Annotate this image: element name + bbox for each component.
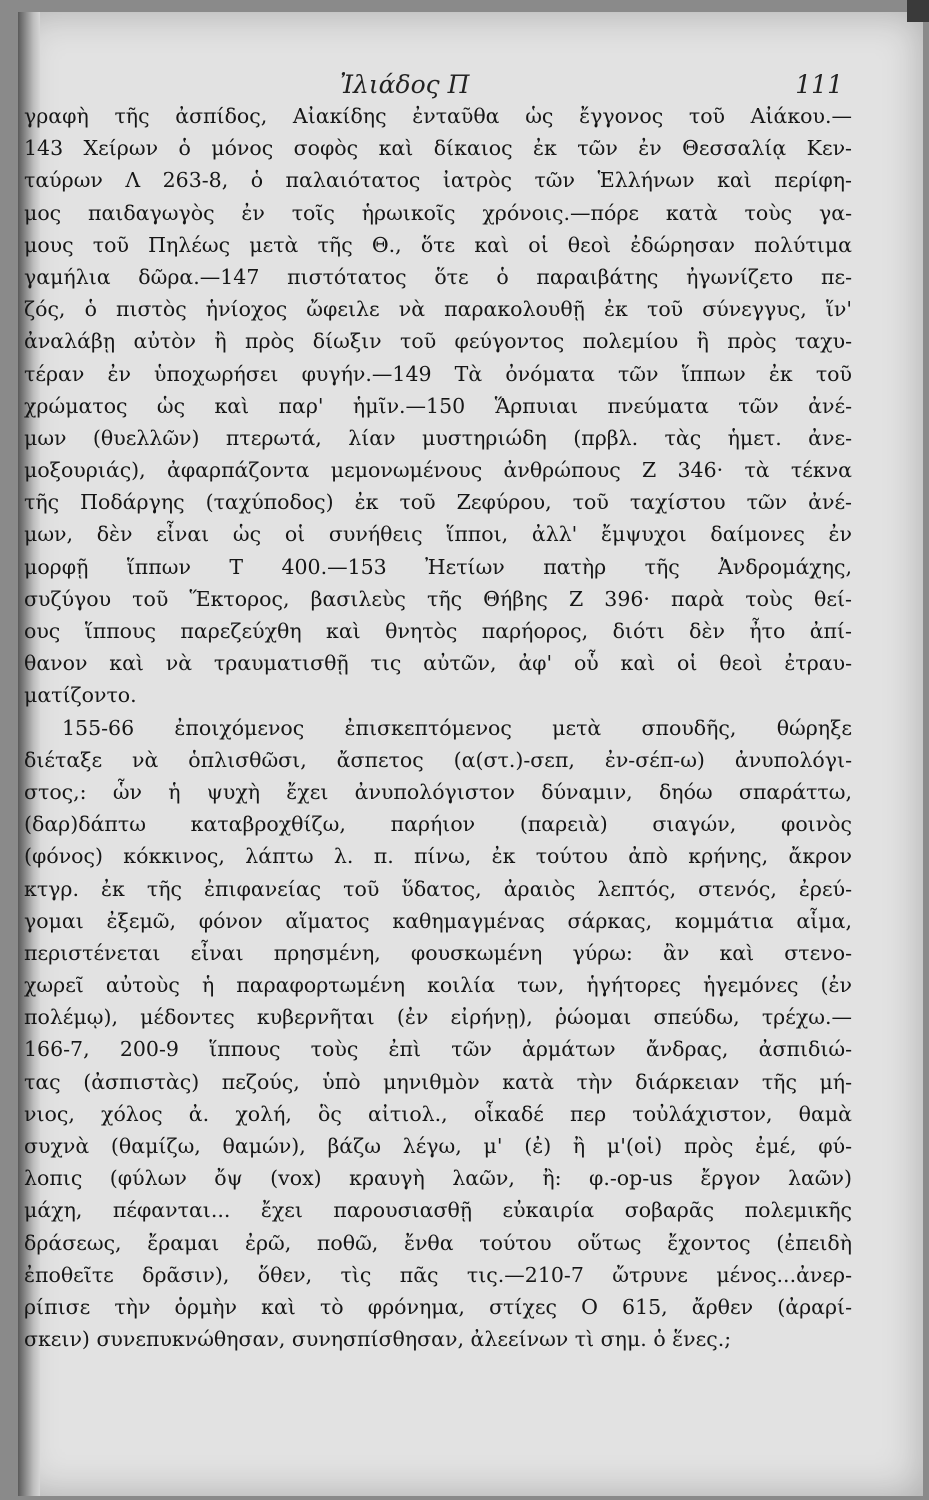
text-line: 155-66 ἐποιχόμενος ἐπισκεπτόμενος μετὰ σπουδῆς, θώρηξε	[62, 715, 852, 740]
text-line: νιος, χόλος ἀ. χολή, ὃς αἰτιολ., οἷκαδέ περ τοὐλάχιστον, θαμὰ	[24, 1101, 852, 1126]
text-line: γομαι ἐξεμῶ, φόνον αἵματος καθημαγμένας σάρκας, κομμάτια αἷμα,	[24, 908, 852, 933]
text-line: μος παιδαγωγὸς ἐν τοῖς ἡρωικοῖς χρόνοις.—πόρε κατὰ τοὺς γα-	[24, 200, 852, 225]
text-line: σκειν) συνεπυκνώθησαν, συνησπίσθησαν, ἀλεείνων τὶ σημ. ὁ ἕνες.;	[24, 1327, 732, 1352]
text-line: χρώματος ὡς καὶ παρ' ἡμῖν.—150 Ἅρπυιαι πνεύματα τῶν ἀνέ-	[24, 393, 852, 418]
text-line: τέραν ἐν ὑποχωρήσει φυγήν.—149 Τὰ ὀνόματα τῶν ἵππων ἐκ τοῦ	[24, 361, 852, 386]
text-line: ζός, ὁ πιστὸς ἡνίοχος ὤφειλε νὰ παρακολουθῇ ἐκ τοῦ σύνεγγυς, ἵν'	[24, 297, 852, 322]
text-line: γραφὴ τῆς ἀσπίδος, Αἰακίδης ἐνταῦθα ὡς ἔγγονος τοῦ Αἰάκου.—	[24, 104, 852, 128]
text-line: συζύγου τοῦ Ἕκτορος, βασιλεὺς τῆς Θήβης Ζ 396· παρὰ τοὺς θεί-	[24, 586, 852, 611]
text-line: συχνὰ (θαμίζω, θαμών), βάζω λέγω, μ' (ἐ) ἢ μ'(οἱ) πρὸς ἐμέ, φύ-	[24, 1134, 852, 1158]
text-line: λοπις (φύλων ὄψ (vox) κραυγὴ λαῶν, ἢ: φ.-op-us ἔργον λαῶν)	[24, 1166, 852, 1191]
text-line: (φόνος) κόκκινος, λάπτω λ. π. πίνω, ἐκ τούτου ἀπὸ κρήνης, ἄκρον	[24, 844, 852, 869]
text-line: μων (θυελλῶν) πτερωτά, λίαν μυστηριώδη (πρβλ. τὰς ἡμετ. ἀνε-	[24, 425, 852, 450]
text-line: πολέμῳ), μέδοντες κυβερνῆται (ἐν εἰρήνῃ), ῥώομαι σπεύδω, τρέχω.—	[24, 1005, 852, 1030]
book-page	[18, 12, 923, 1496]
text-line: ταύρων Λ 263-8, ὁ παλαιότατος ἰατρὸς τῶν Ἑλλήνων καὶ περίφη-	[24, 168, 852, 193]
text-line: μων, δὲν εἶναι ὡς οἱ συνήθεις ἵπποι, ἀλλ' ἔμψυχοι δαίμονες ἐν	[24, 522, 852, 547]
text-line: ους ἵππους παρεζεύχθη καὶ θνητὸς παρήορος, διότι δὲν ἦτο ἀπί-	[24, 619, 852, 643]
text-line: ἐποθεῖτε δρᾶσιν), ὅθεν, τὶς πᾶς τις.—210-7 ὤτρυνε μένος...ἀνερ-	[24, 1262, 852, 1287]
text-line: ματίζοντο.	[24, 683, 137, 708]
text-line: γαμήλια δῶρα.—147 πιστότατος ὅτε ὁ παραιβάτης ἠγωνίζετο πε-	[24, 264, 852, 289]
text-line: κτγρ. ἐκ τῆς ἐπιφανείας τοῦ ὕδατος, ἀραιὸς λεπτός, στενός, ἐρεύ-	[24, 876, 852, 901]
text-line: 166-7, 200-9 ἵππους τοὺς ἐπὶ τῶν ἁρμάτων ἄνδρας, ἀσπιδιώ-	[24, 1037, 852, 1062]
text-line: στος,: ὧν ἡ ψυχὴ ἔχει ἀνυπολόγιστον δύναμιν, δηόω σπαράττω,	[24, 779, 852, 804]
text-line: περιστένεται εἶναι πρησμένη, φουσκωμένη γύρω: ἂν καὶ στενο-	[24, 940, 852, 965]
running-title: Ἰλιάδος Π	[340, 70, 470, 99]
text-line: 143 Χείρων ὁ μόνος σοφὸς καὶ δίκαιος ἐκ τῶν ἐν Θεσσαλίᾳ Κεν-	[24, 136, 852, 161]
running-header	[18, 70, 923, 100]
text-line: δράσεως, ἔραμαι ἐρῶ, ποθῶ, ἔνθα τούτου οὕτως ἔχοντος (ἐπειδὴ	[24, 1230, 852, 1255]
text-line: τῆς Ποδάργης (ταχύποδος) ἐκ τοῦ Ζεφύρου, τοῦ ταχίστου τῶν ἀνέ-	[24, 490, 852, 515]
scan-corner	[907, 0, 929, 22]
text-line: μάχη, πέφανται... ἔχει παρουσιασθῇ εὐκαιρία σοβαρᾶς πολεμικῆς	[24, 1198, 852, 1223]
text-line: (δαρ)δάπτω καταβροχθίζω, παρήιον (παρειὰ) σιαγών, φοινὸς	[24, 812, 852, 837]
text-line: διέταξε νὰ ὁπλισθῶσι, ἄσπετος (α(στ.)-σεπ, ἐν-σέπ-ω) ἀνυπολόγι-	[24, 747, 852, 772]
page-number: 111	[795, 70, 843, 99]
text-line: ρίπισε τὴν ὁρμὴν καὶ τὸ φρόνημα, στίχες Ο 615, ἄρθεν (ἀραρί-	[24, 1294, 852, 1319]
text-line: ἀναλάβῃ αὐτὸν ἢ πρὸς δίωξιν τοῦ φεύγοντος πολεμίου ἢ πρὸς ταχυ-	[24, 329, 852, 354]
text-line: μορφῇ ἵππων Τ 400.—153 Ἠετίων πατὴρ τῆς Ἀνδρομάχης,	[24, 554, 852, 579]
text-line: θανον καὶ νὰ τραυματισθῇ τις αὐτῶν, ἀφ' οὗ καὶ οἱ θεοὶ ἐτραυ-	[24, 651, 852, 676]
commentary-text	[24, 100, 852, 1355]
text-line: χωρεῖ αὐτοὺς ἡ παραφορτωμένη κοιλία των, ἡγήτορες ἡγεμόνες (ἐν	[24, 973, 852, 998]
text-line: τας (ἀσπιστὰς) πεζούς, ὑπὸ μηνιθμὸν κατὰ τὴν διάρκειαν τῆς μή-	[24, 1069, 852, 1094]
text-line: μους τοῦ Πηλέως μετὰ τῆς Θ., ὅτε καὶ οἱ θεοὶ ἐδώρησαν πολύτιμα	[24, 232, 852, 257]
text-line: μοξουριάς), ἀφαρπάζοντα μεμονωμένους ἀνθρώπους Ζ 346· τὰ τέκνα	[24, 458, 852, 483]
